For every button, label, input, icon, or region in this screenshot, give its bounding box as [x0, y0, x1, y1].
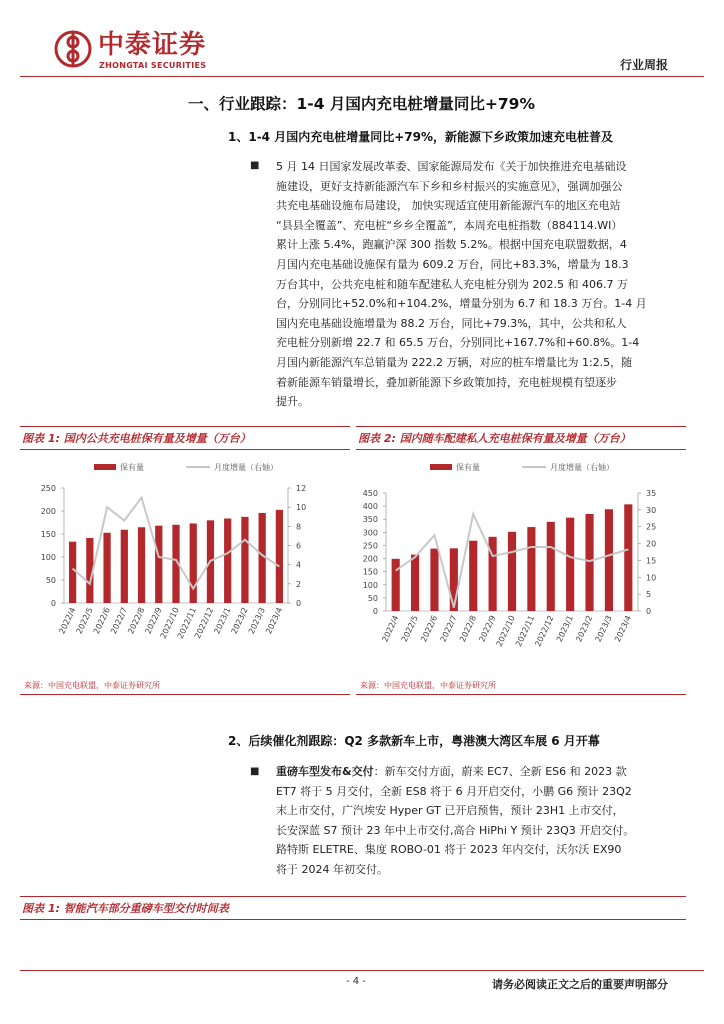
bar — [547, 522, 555, 611]
x-tick-label: 2022/8 — [126, 606, 147, 636]
chart-private-chargers — [356, 456, 686, 676]
text-line: 提升。 — [276, 395, 309, 409]
x-tick-label: 2022/4 — [380, 614, 401, 644]
figure-1-source: 来源：中国充电联盟，中泰证券研究所 — [24, 681, 160, 690]
x-tick-label: 2022/11 — [513, 614, 537, 648]
header-divider — [20, 76, 704, 77]
bar — [190, 523, 197, 603]
y-tick-right: 0 — [296, 599, 302, 608]
legend-swatch-bar — [430, 464, 452, 470]
text-line: “县县全覆盖”、充电桩“乡乡全覆盖”，本周充电桩指数（884114.WI） — [276, 218, 623, 232]
text-line: 长安深蓝 S7 预计 23 年中上市交付,高合 HiPhi Y 预计 23Q3 开启交付。 — [276, 823, 635, 837]
text-line: 月国内充电基础设施保有量为 609.2 万台，同比+83.3%，增量为 18.3 — [276, 257, 629, 271]
x-tick-label: 2023/3 — [593, 614, 614, 644]
figure-1-title: 图表 1: 国内公共充电桩保有量及增量（万台） — [20, 426, 350, 450]
x-tick-label: 2022/12 — [193, 606, 216, 640]
x-tick-label: 2022/7 — [438, 614, 459, 644]
bullet-marker: ■ — [250, 766, 260, 777]
legend-label-line: 月度增量（右轴） — [550, 463, 614, 472]
legend-label-bar: 保有量 — [120, 463, 144, 472]
y-tick-left: 0 — [50, 599, 56, 608]
y-tick-left: 150 — [40, 530, 56, 539]
y-tick-left: 150 — [362, 567, 378, 577]
text-line: 末上市交付，广汽埃安 Hyper GT 已开启预售，预计 23H1 上市交付， — [276, 804, 624, 818]
x-tick-label: 2023/1 — [554, 614, 575, 644]
logo-text: 中泰证券 — [98, 30, 207, 60]
y-tick-right: 30 — [646, 505, 657, 515]
logo-text-en: ZHONGTAI SECURITIES — [99, 61, 207, 70]
y-tick-right: 6 — [296, 541, 302, 551]
bar — [450, 548, 458, 611]
legend-label-line: 月度增量（右轴） — [214, 463, 278, 472]
legend-swatch-bar — [94, 464, 116, 470]
x-tick-label: 2022/11 — [175, 606, 199, 640]
bar — [430, 549, 438, 611]
x-tick-label: 2023/4 — [613, 614, 634, 644]
y-tick-left: 50 — [45, 576, 56, 585]
text-line: 将于 2024 年初交付。 — [276, 862, 388, 876]
subsection-title-1: 1、1-4 月国内充电桩增量同比+79%，新能源下乡政策加速充电桩普及 — [228, 130, 613, 144]
y-tick-left: 200 — [40, 507, 56, 516]
y-tick-right: 8 — [296, 522, 302, 532]
x-tick-label: 2022/12 — [533, 614, 556, 648]
y-tick-right: 15 — [646, 556, 657, 566]
text-line: 万台其中，公共充电桩和随车配建私人充电桩分别为 202.5 和 406.7 万 — [276, 277, 628, 291]
text-line: 共充电基础设施布局建设， 加快实现适宜使用新能源汽车的地区充电站 — [276, 199, 621, 213]
text-line: ET7 将于 5 月交付，全新 ES8 将于 6 月开启交付，小鹏 G6 预计 23Q2 — [276, 784, 632, 798]
bar — [508, 532, 516, 611]
text-span: ：新车交付方面，蔚来 EC7、全新 ES6 和 2023 款 — [373, 765, 627, 778]
page-number: - 4 - — [346, 976, 366, 987]
y-tick-right: 25 — [646, 522, 657, 532]
y-tick-left: 200 — [362, 554, 378, 564]
y-tick-left: 450 — [362, 489, 378, 498]
x-tick-label: 2022/6 — [91, 606, 112, 636]
y-tick-left: 300 — [362, 528, 378, 538]
y-tick-left: 50 — [367, 593, 378, 603]
bullet-marker: ■ — [250, 160, 260, 171]
y-tick-left: 350 — [362, 515, 378, 525]
y-tick-right: 10 — [296, 503, 307, 513]
y-tick-right: 20 — [646, 539, 657, 549]
chart-public-chargers — [20, 456, 350, 676]
text-line: 台，分别同比+52.0%和+104.2%，增量分别为 6.7 和 18.3 万台。1-4 月 — [276, 297, 647, 311]
bar — [585, 514, 593, 611]
bold-label: 重磅车型发布&交付 — [276, 765, 374, 778]
figure-2-divider — [356, 694, 686, 695]
bar — [411, 555, 419, 611]
bar — [469, 541, 477, 611]
figure-3-title: 图表 1: 智能汽车部分重磅车型交付时间表 — [20, 896, 686, 920]
x-tick-label: 2023/4 — [264, 606, 285, 636]
y-tick-left: 100 — [40, 553, 56, 562]
x-tick-label: 2022/7 — [109, 606, 130, 636]
bar — [566, 518, 574, 611]
text-line: 充电桩分别新增 22.7 和 65.5 万台，分别同比+167.7%和+60.8%。1-4 — [276, 336, 640, 350]
y-tick-right: 35 — [646, 489, 657, 498]
disclaimer: 请务必阅读正文之后的重要声明部分 — [492, 978, 668, 991]
y-tick-left: 400 — [362, 502, 378, 512]
x-tick-label: 2023/3 — [246, 606, 267, 636]
x-tick-label: 2022/10 — [158, 606, 181, 640]
bar — [276, 510, 283, 603]
y-tick-right: 2 — [296, 579, 302, 589]
text-line: 累计上涨 5.4%，跑赢沪深 300 指数 5.2%。根据中国充电联盟数据，4 — [276, 238, 627, 252]
legend-label-bar: 保有量 — [456, 463, 480, 472]
logo-icon — [54, 30, 92, 68]
figure-2-title: 图表 2: 国内随车配建私人充电桩保有量及增量（万台） — [356, 426, 686, 450]
bar — [527, 527, 535, 611]
footer-divider — [20, 970, 704, 971]
bar — [121, 530, 128, 603]
y-tick-right: 0 — [646, 607, 652, 616]
bar — [155, 526, 162, 603]
x-tick-label: 2022/9 — [477, 614, 498, 644]
bar — [69, 542, 76, 603]
x-tick-label: 2022/8 — [457, 614, 479, 644]
text-line: 路特斯 ELETRE、集度 ROBO-01 将于 2023 年内交付，沃尔沃 EX90 — [276, 843, 622, 857]
text-line: 施建设，更好支持新能源汽车下乡和乡村振兴的实施意见》，强调加强公 — [276, 179, 623, 193]
bar — [224, 519, 231, 603]
y-tick-right: 5 — [646, 590, 652, 600]
bar — [605, 509, 613, 611]
text-line: 月国内新能源汽车总销量为 222.2 万辆，对应的桩车增量比为 1:2.5，随 — [276, 355, 633, 369]
text-line: 国内充电基础设施增量为 88.2 万台，同比+79.3%，其中，公共和私人 — [276, 316, 627, 330]
x-tick-label: 2023/1 — [212, 606, 233, 636]
x-tick-label: 2023/2 — [574, 614, 595, 644]
x-tick-label: 2022/6 — [419, 614, 440, 644]
bar — [241, 517, 248, 603]
figure-1-divider — [20, 694, 350, 695]
x-tick-label: 2022/5 — [74, 606, 95, 636]
x-tick-label: 2022/10 — [494, 614, 517, 648]
paragraph-1 — [276, 157, 686, 412]
text-line: 着新能源车销量增长，叠加新能源下乡政策加持，充电桩规模有望逐步 — [276, 375, 617, 389]
bar — [138, 527, 145, 603]
subsection-title-2: 2、后续催化剂跟踪：Q2 多款新车上市，粤港澳大湾区车展 6 月开幕 — [228, 734, 600, 748]
y-tick-left: 0 — [372, 607, 378, 616]
bar — [392, 559, 400, 611]
text-line — [276, 762, 686, 782]
figure-2-source: 来源：中国充电联盟，中泰证券研究所 — [360, 681, 496, 690]
x-tick-label: 2022/5 — [399, 614, 420, 644]
bar — [624, 504, 632, 611]
x-tick-label: 2022/4 — [57, 606, 78, 636]
paragraph-2 — [276, 762, 686, 880]
y-tick-right: 12 — [296, 484, 307, 493]
y-tick-right: 4 — [296, 560, 302, 570]
y-tick-left: 250 — [362, 541, 378, 551]
x-tick-label: 2023/2 — [229, 606, 250, 636]
text-line: 5 月 14 日国家发展改革委、国家能源局发布《关于加快推进充电基础设 — [276, 160, 627, 173]
bar — [103, 533, 110, 603]
x-tick-label: 2022/9 — [143, 606, 164, 636]
report-type: 行业周报 — [619, 58, 668, 72]
y-tick-left: 250 — [40, 484, 56, 493]
y-tick-right: 10 — [646, 573, 657, 583]
y-tick-left: 100 — [362, 580, 378, 590]
section-title: 一、行业跟踪：1-4 月国内充电桩增量同比+79% — [188, 95, 535, 113]
